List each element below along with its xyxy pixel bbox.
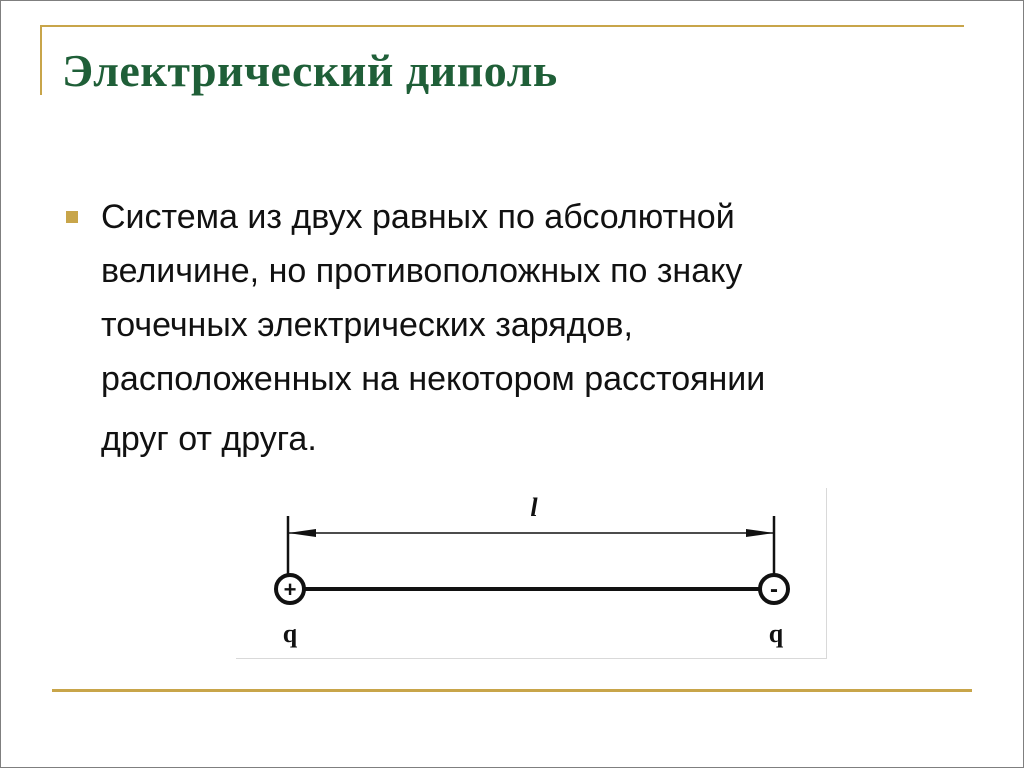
negative-sign: - xyxy=(770,576,778,603)
bullet-line: Система из двух равных по абсолютной xyxy=(101,198,735,236)
decorative-left-line xyxy=(40,25,42,95)
length-label: l xyxy=(530,493,538,522)
left-arrowhead-icon xyxy=(288,529,316,537)
bullet-square-icon xyxy=(66,211,78,223)
dipole-svg xyxy=(236,488,826,658)
positive-sign: + xyxy=(283,577,297,602)
dipole-diagram xyxy=(236,488,827,659)
bullet-text xyxy=(101,190,981,466)
right-arrowhead-icon xyxy=(746,529,774,537)
decorative-bottom-line xyxy=(52,689,972,692)
negative-charge-label: q xyxy=(768,619,784,648)
bullet-line: величине, но противоположных по знаку xyxy=(101,252,743,290)
bullet-line: точечных электрических зарядов, xyxy=(101,306,633,344)
bullet-line: друг от друга. xyxy=(101,420,317,458)
positive-charge-label: q xyxy=(282,619,298,648)
decorative-top-line xyxy=(40,25,964,27)
slide-title: Электрический диполь xyxy=(62,45,558,96)
bullet-line: расположенных на некотором расстоянии xyxy=(101,360,766,398)
